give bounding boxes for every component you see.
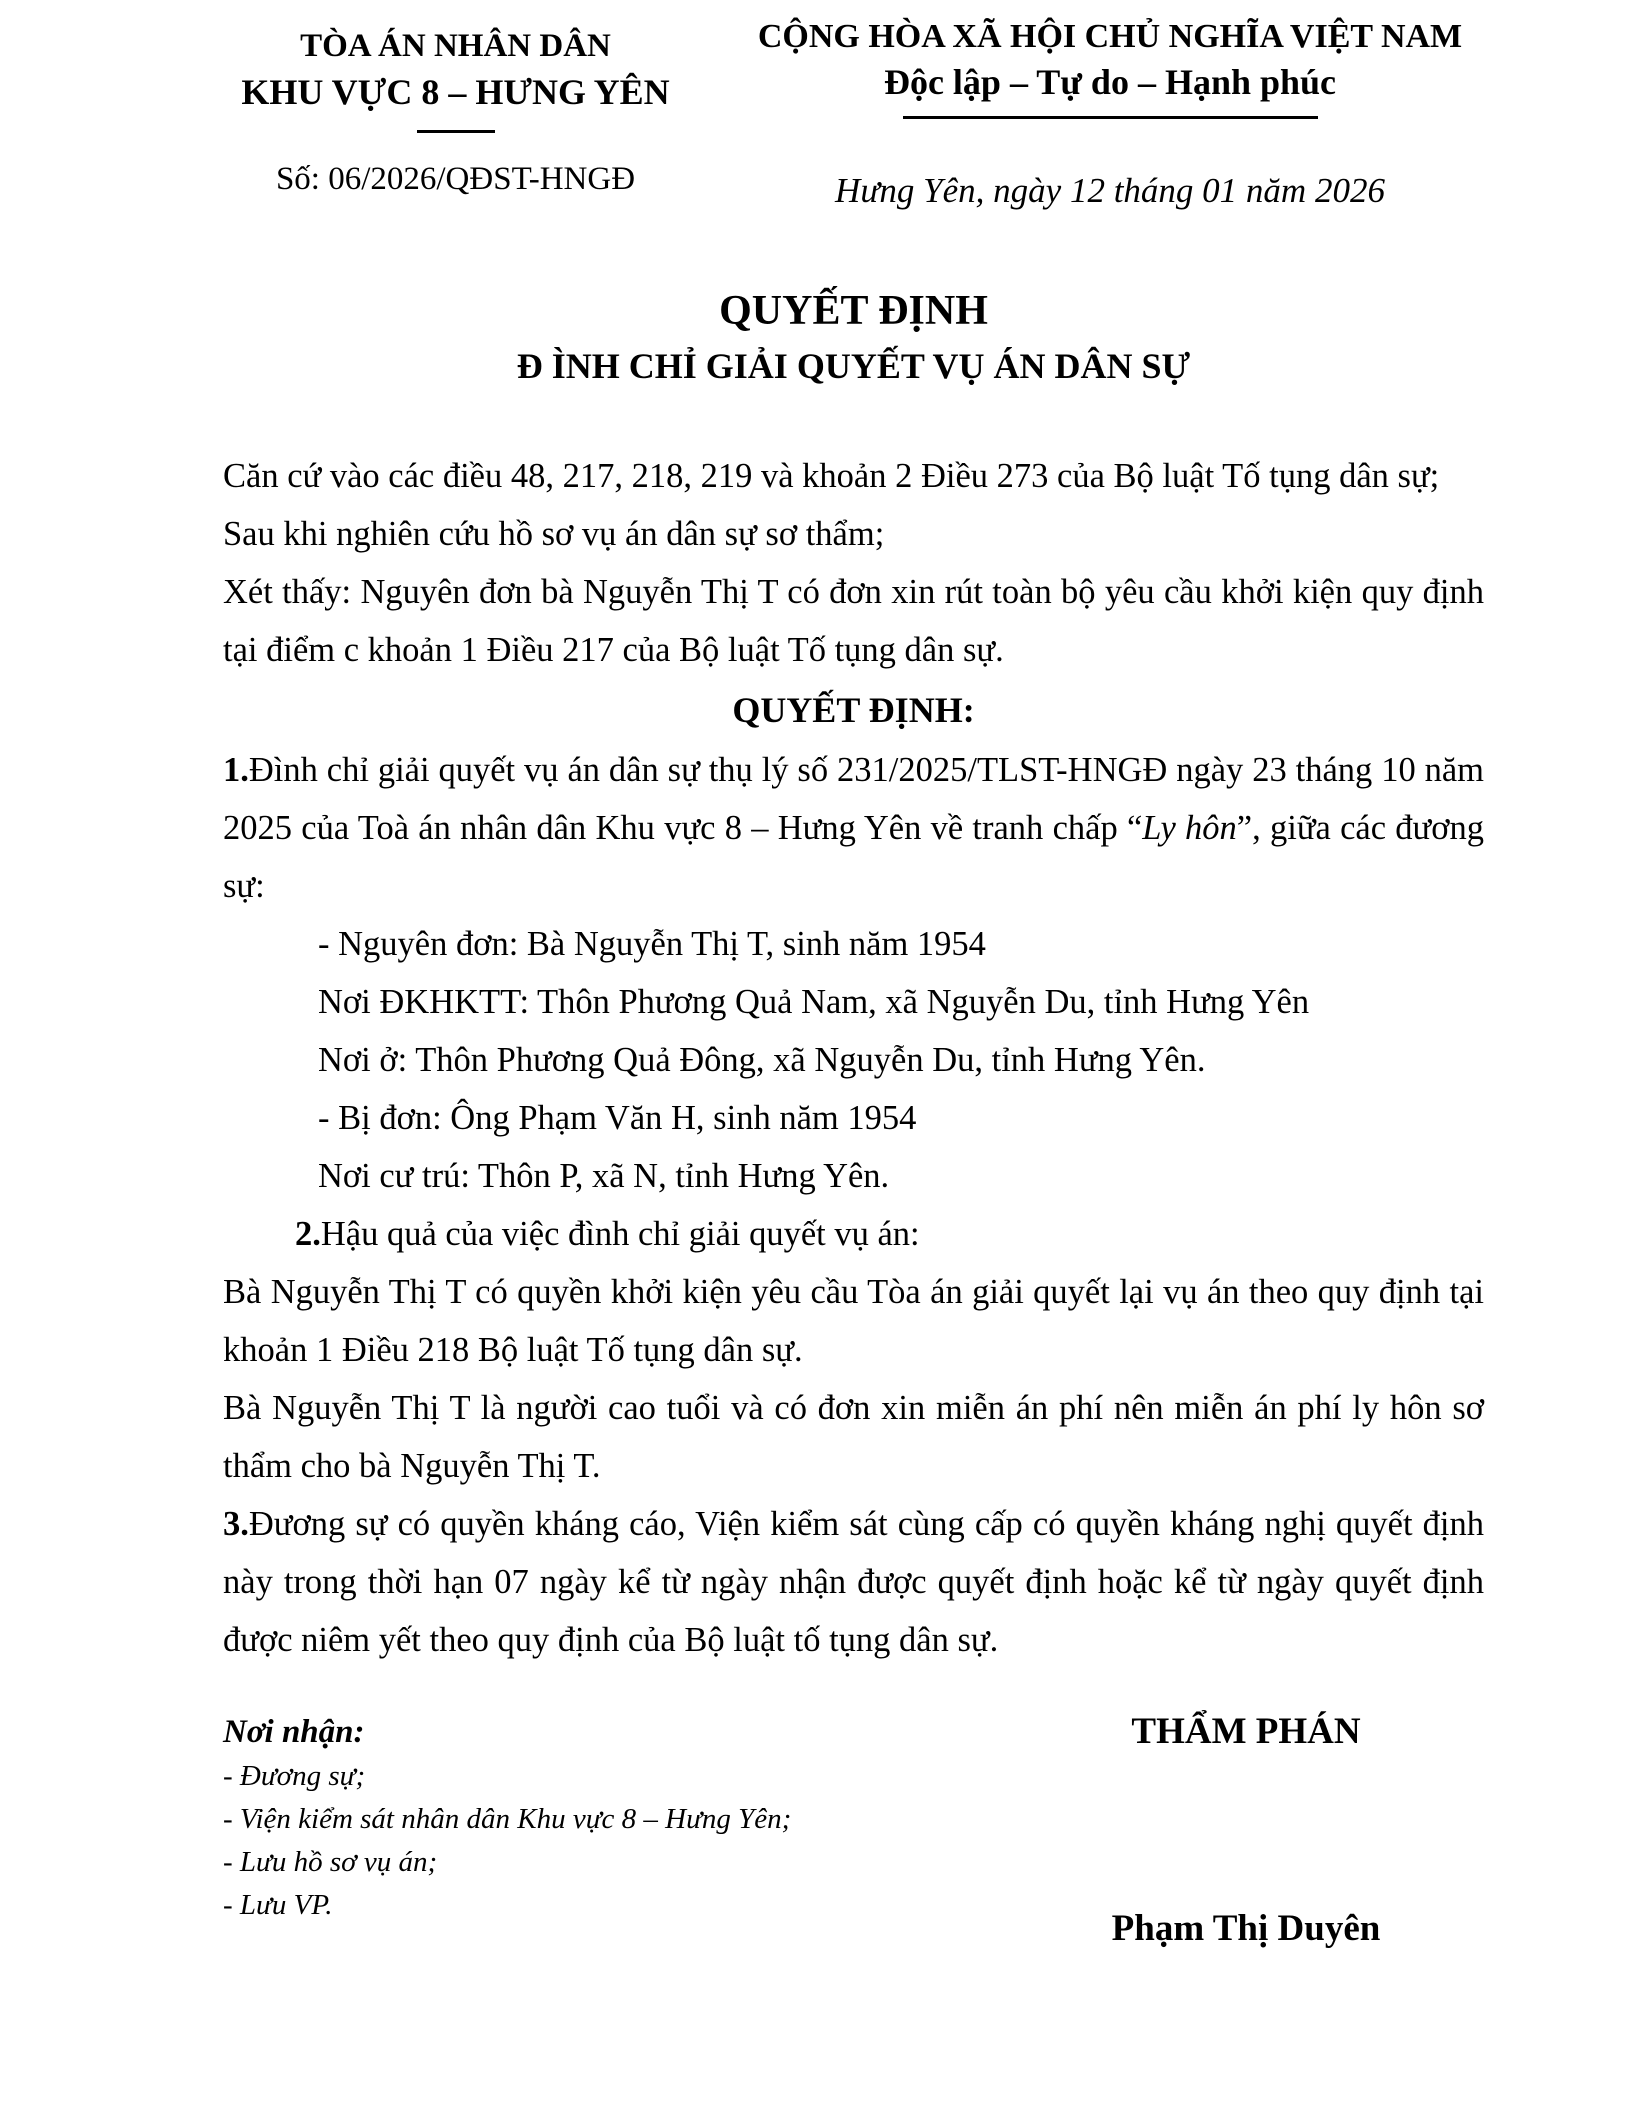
recipients-label: Nơi nhận: [223, 1714, 365, 1750]
court-header-rule [417, 130, 495, 133]
national-motto-line2: Độc lập – Tự do – Hạnh phúc [883, 62, 1337, 102]
document-number: Số: 06/2026/QĐST-HNGĐ [275, 161, 636, 197]
article-1-paragraph [223, 741, 1484, 915]
document-header [223, 16, 1484, 211]
national-header-rule [903, 116, 1318, 119]
article-1-case-type: Ly hôn [1142, 809, 1237, 847]
article-1-number: 1. [223, 751, 249, 789]
document-title: QUYẾT ĐỊNH [719, 288, 988, 334]
place-date-line: Hưng Yên, ngày 12 tháng 01 năm 2026 [835, 171, 1385, 210]
party-defendant-residence: Nơi cư trú: Thôn P, xã N, tỉnh Hưng Yên. [318, 1157, 890, 1195]
party-defendant-line: - Bị đơn: Ông Phạm Văn H, sinh năm 1954 [318, 1099, 917, 1137]
party-plaintiff-residence: Nơi ở: Thôn Phương Quả Đông, xã Nguyễn Du, tỉnh Hưng Yên. [318, 1041, 1206, 1079]
preamble-paragraph-1: Căn cứ vào các điều 48, 217, 218, 219 và khoản 2 Điều 273 của Bộ luật Tố tụng dân sự; [223, 457, 1440, 495]
article-2-heading [223, 1205, 1484, 1263]
party-plaintiff-line: - Nguyên đơn: Bà Nguyễn Thị T, sinh năm 1954 [318, 925, 986, 963]
article-2-paragraph-2: Bà Nguyễn Thị T là người cao tuổi và có đơn xin miễn án phí nên miễn án phí ly hôn sơ thẩm cho bà Nguyễn Thị T. [223, 1389, 1484, 1485]
preamble-paragraph-3: Xét thấy: Nguyên đơn bà Nguyễn Thị T có đơn xin rút toàn bộ yêu cầu khởi kiện quy định tại điểm c khoản 1 Điều 217 của Bộ luật Tố tụng dân sự. [223, 573, 1484, 669]
court-name-line2: KHU VỰC 8 – HƯNG YÊN [241, 72, 670, 112]
article-1-text: Đình chỉ giải quyết vụ án dân sự thụ lý số 231/2025/TLST-HNGĐ ngày 23 tháng 10 năm 2025 của Toà án nhân dân Khu vực 8 – Hưng Yên về tranh chấp “ [223, 751, 1484, 847]
preamble-paragraph-2: Sau khi nghiên cứu hồ sơ vụ án dân sự sơ thẩm; [223, 515, 885, 553]
court-header-block [223, 16, 688, 198]
article-2-number: 2. [295, 1215, 321, 1253]
document-subtitle: Đ ÌNH CHỈ GIẢI QUYẾT VỤ ÁN DÂN SỰ [516, 346, 1191, 386]
signer-name: Phạm Thị Duyên [1111, 1908, 1381, 1949]
article-2-paragraph-1: Bà Nguyễn Thị T có quyền khởi kiện yêu cầu Tòa án giải quyết lại vụ án theo quy định tại khoản 1 Điều 218 Bộ luật Tố tụng dân sự. [223, 1273, 1484, 1369]
recipient-item-1: - Đương sự; [223, 1760, 366, 1792]
signature-block [1026, 1709, 1466, 1950]
document-body [223, 447, 1484, 1669]
national-header-block [736, 16, 1484, 211]
decision-heading: QUYẾT ĐỊNH: [732, 690, 975, 730]
article-3-text: Đương sự có quyền kháng cáo, Viện kiểm sát cùng cấp có quyền kháng nghị quyết định này trong thời hạn 07 ngày kể từ ngày nhận được quyết định hoặc kể từ ngày quyết định được niêm yết theo quy định của Bộ luật tố tụng dân sự. [223, 1505, 1484, 1659]
article-3-paragraph [223, 1495, 1484, 1669]
article-3-number: 3. [223, 1505, 249, 1543]
party-plaintiff-registered-address: Nơi ĐKHKTT: Thôn Phương Quả Nam, xã Nguyễn Du, tỉnh Hưng Yên [318, 983, 1310, 1021]
document-footer [223, 1709, 1484, 1950]
recipients-block [223, 1709, 791, 1927]
court-name-line1: TÒA ÁN NHÂN DÂN [300, 28, 611, 64]
article-2-heading-text: Hậu quả của việc đình chỉ giải quyết vụ án: [320, 1215, 920, 1253]
national-motto-line1: CỘNG HÒA XÃ HỘI CHỦ NGHĨA VIỆT NAM [757, 18, 1463, 55]
signer-title: THẨM PHÁN [1131, 1711, 1361, 1752]
title-block [223, 285, 1484, 391]
article-1-text-end: ”, giữa các đương sự: [223, 809, 1484, 905]
recipient-item-2: - Viện kiểm sát nhân dân Khu vực 8 – Hưng Yên; [223, 1803, 792, 1835]
recipient-item-4: - Lưu VP. [223, 1889, 333, 1921]
recipient-item-3: - Lưu hồ sơ vụ án; [223, 1846, 438, 1878]
